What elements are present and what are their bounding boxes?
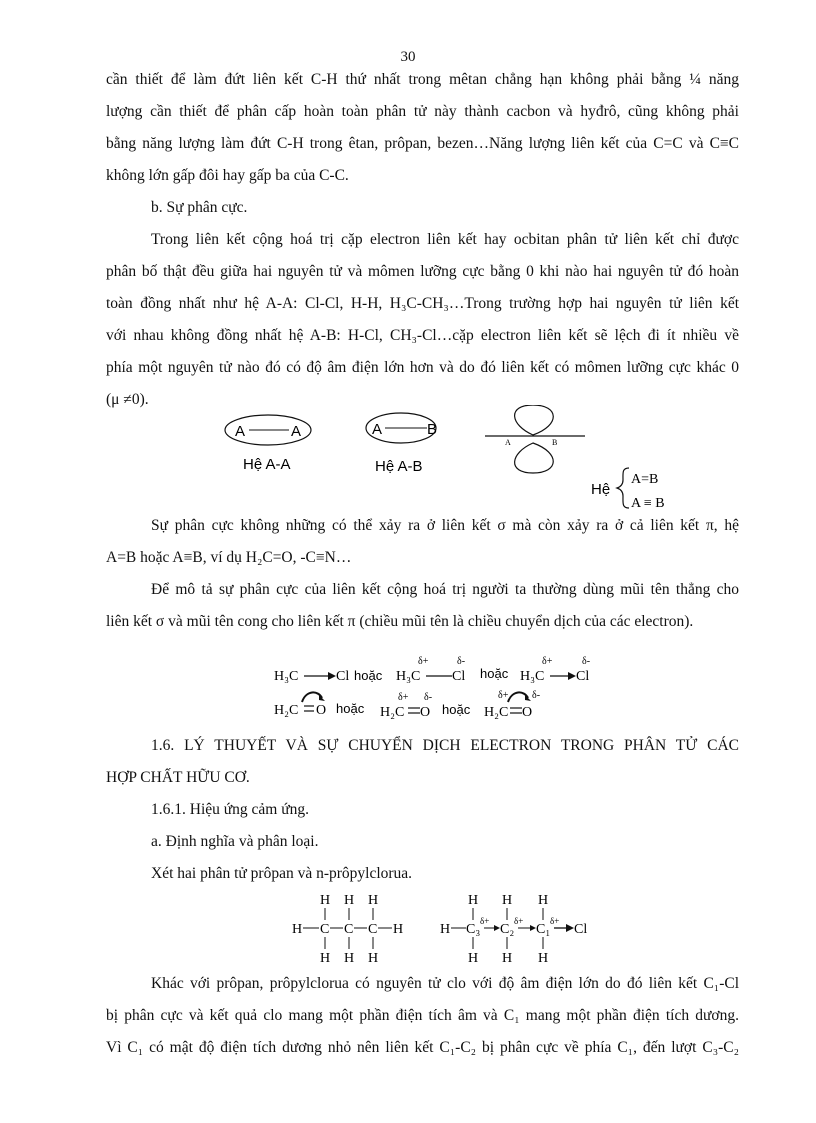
c-atom: C: [320, 922, 330, 937]
section-title-line: HỢP CHẤT HỮU CƠ.: [106, 769, 250, 786]
text-line: phân bố thật đều giữa hai nguyên tử và mômen lưỡng cực bằng 0 khi nào hai nguyên tử đó hoàn: [106, 263, 739, 280]
he-label: Hệ: [591, 481, 611, 498]
text-line: Vì C₁ có mật độ điện tích dương nhỏ nên liên kết C₁-C₂ bị phân cực về phía C₁, đến lượt C₃-C₂: [106, 1039, 739, 1056]
text-line: Trong liên kết cộng hoá trị cặp electron liên kết hay ocbitan phân tử liên kết chỉ được: [151, 231, 739, 248]
delta-plus: δ+: [498, 690, 509, 701]
atom-B-small: B: [552, 438, 558, 447]
paragraph-continuation: [106, 64, 739, 416]
atom-A-small: A: [505, 438, 511, 447]
h3c-2: H₃C: [396, 669, 421, 684]
text-line: với nhau không đồng nhất hệ A-B: H-Cl, CH₃-Cl…cặp electron liên kết sẽ lệch đi ít nhiều về: [106, 327, 739, 344]
delta-minus: δ-: [457, 656, 466, 667]
paragraph-propylchloride: [106, 968, 739, 1064]
c-atom: C: [368, 922, 378, 937]
heading-b: b. Sự phân cực.: [151, 199, 248, 216]
section-block: [106, 730, 739, 890]
hoac-4: hoặc: [442, 702, 471, 717]
c3-atom: C₃: [466, 922, 481, 937]
text-line: A=B hoặc A≡B, ví dụ H₂C=O, -C≡N…: [106, 549, 352, 566]
h-atom: H: [468, 951, 479, 966]
propane-propylchloride-figure: [290, 888, 610, 970]
text-line: Để mô tả sự phân cực của liên kết cộng hoá trị người ta thường dùng mũi tên thẳng cho: [151, 581, 739, 598]
delta-plus: δ+: [542, 656, 553, 667]
text-line: (μ ≠0).: [106, 391, 149, 408]
h-atom: H: [440, 922, 451, 937]
paragraph-pi-polarity: [106, 510, 739, 638]
hoac-1: hoặc: [354, 668, 383, 683]
h2c-2: H₂C: [380, 705, 405, 720]
cl-atom: Cl: [574, 922, 588, 937]
h-atom: H: [320, 893, 331, 908]
h-atom: H: [538, 951, 549, 966]
h-atom: H: [320, 951, 331, 966]
h2c-3: H₂C: [484, 705, 509, 720]
text-line: Khác với prôpan, prôpylclorua có nguyên tử clo với độ âm điện lớn do đó liên kết C₁-Cl: [151, 975, 739, 992]
h-atom: H: [538, 893, 549, 908]
double-bond-label: A=B: [631, 472, 659, 487]
h-atom: H: [344, 951, 355, 966]
propane-structure: [292, 893, 403, 966]
delta-minus: δ-: [582, 656, 590, 667]
delta-plus: δ+: [418, 656, 429, 667]
c-atom: C: [344, 922, 354, 937]
h-atom: H: [468, 893, 479, 908]
text-line: phía một nguyên tử nào đó có độ âm điện lớn hơn và do đó liên kết có mômen lưỡng cực khác 0: [106, 359, 739, 376]
text-line: lượng cần thiết để phân cấp hoàn toàn phân tử này thành cacbon và hyđrô, cũng không phải: [106, 103, 739, 120]
pi-lobe-bottom: [515, 443, 554, 473]
h2c-1: H₂C: [274, 703, 299, 718]
propylchloride-structure: [440, 893, 587, 966]
cl-2: Cl: [452, 669, 466, 684]
text-line: Sự phân cực không những có thể xảy ra ở liên kết σ mà còn xảy ra ở cả liên kết π, hệ: [151, 517, 739, 534]
cl-3: Cl: [576, 669, 590, 684]
o-3: O: [522, 705, 533, 720]
text-line: toàn đồng nhất như hệ A-A: Cl-Cl, H-H, H₃C-CH₃…Trong trường hợp hai nguyên tử liên kết: [106, 295, 739, 312]
atom-A: A: [372, 421, 383, 438]
h-atom: H: [292, 922, 303, 937]
atom-B: B: [427, 421, 438, 438]
delta-plus: δ+: [480, 916, 490, 926]
cl-1: Cl: [336, 669, 350, 684]
page-number: 30: [400, 49, 416, 65]
c1-atom: C₁: [536, 922, 551, 937]
h-atom: H: [502, 893, 513, 908]
polarity-notation-figure: [270, 650, 590, 722]
bond-polarity-figure: [215, 405, 675, 517]
h-atom: H: [502, 951, 513, 966]
atom-A-right: A: [291, 423, 302, 440]
text-line: bị phân cực và kết quả clo mang một phần điện tích âm và C₁ mang một phần điện tích dương.: [106, 1007, 739, 1024]
h3c-3: H₃C: [520, 669, 545, 684]
text-line: cần thiết để làm đứt liên kết C-H thứ nhất trong mêtan chẳng hạn không phải bằng ¼ năng: [106, 71, 739, 88]
delta-plus: δ+: [550, 916, 560, 926]
subsection-title: 1.6.1. Hiệu ứng cảm ứng.: [151, 801, 309, 818]
h-atom: H: [368, 893, 379, 908]
delta-minus: δ-: [532, 690, 541, 701]
section-title-line: 1.6. LÝ THUYẾT VÀ SỰ CHUYỂN DỊCH ELECTRON TRONG PHÂN TỬ CÁC: [151, 737, 739, 754]
pi-lobe-top: [515, 405, 554, 435]
h-atom: H: [344, 893, 355, 908]
caption-AB: Hệ A-B: [375, 458, 423, 475]
c2-atom: C₂: [500, 922, 515, 937]
triple-bond-label: A ≡ B: [631, 496, 665, 511]
heading-a: a. Định nghĩa và phân loại.: [151, 833, 319, 850]
text-line: liên kết σ và mũi tên cong cho liên kết π (chiều mũi tên là chiều chuyển dịch của các electron).: [106, 613, 694, 630]
delta-minus: δ-: [424, 692, 433, 703]
delta-plus: δ+: [514, 916, 524, 926]
o-2: O: [420, 705, 431, 720]
atom-A-left: A: [235, 423, 246, 440]
caption-AA: Hệ A-A: [243, 456, 291, 473]
text-line: bằng năng lượng làm đứt C-H trong êtan, prôpan, bezen…Năng lượng liên kết của C=C và C≡C: [106, 135, 739, 152]
h-atom: H: [393, 922, 404, 937]
hoac-3: hoặc: [336, 701, 365, 716]
h-atom: H: [368, 951, 379, 966]
intro-line: Xét hai phân tử prôpan và n-prôpylclorua.: [151, 865, 413, 882]
o-1: O: [316, 703, 327, 718]
text-line: không lớn gấp đôi hay gấp ba của C-C.: [106, 167, 349, 184]
delta-plus: δ+: [398, 692, 409, 703]
h3c-1: H₃C: [274, 669, 299, 684]
brace: [617, 468, 629, 508]
hoac-2: hoặc: [480, 666, 509, 681]
